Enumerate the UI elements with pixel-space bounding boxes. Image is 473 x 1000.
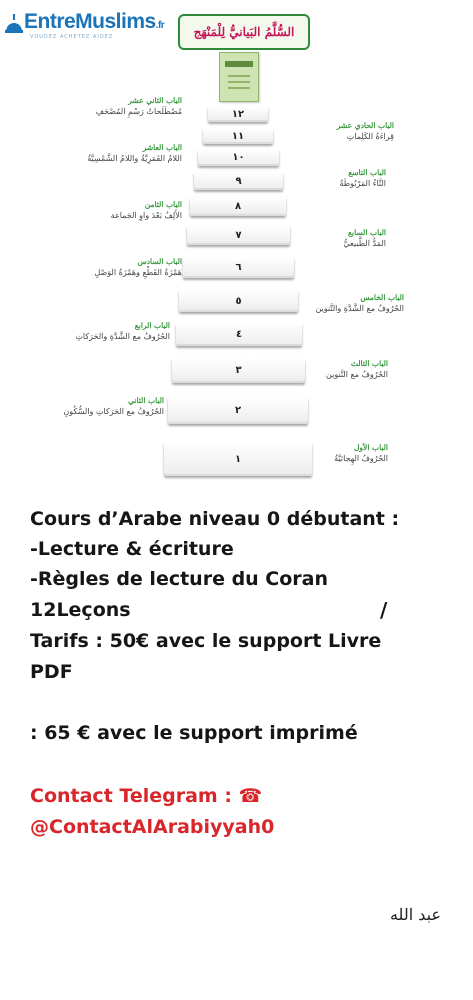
course-item-quran-rules: -Règles de lecture du Coran — [30, 568, 329, 590]
step-8: ٨ — [190, 197, 286, 216]
book-cover-icon — [219, 52, 259, 102]
chapter-12-label: الباب الثاني عشر مُصْطَلَحاتُ رَسْمِ المُصْحَفِ — [95, 96, 182, 116]
logo-suffix: .fr — [155, 20, 165, 31]
signature: عبد الله — [389, 905, 441, 924]
course-title: Cours d’Arabe niveau 0 débutant : — [30, 508, 400, 530]
step-7: ٧ — [187, 225, 290, 245]
course-lessons-count: 12Leçons — [30, 599, 131, 621]
step-2: ٢ — [168, 397, 308, 424]
step-12: ١٢ — [208, 106, 268, 122]
chapter-9-label: الباب التاسع التَّاءُ المَرْبُوطَةُ — [339, 168, 386, 188]
step-1: ١ — [164, 442, 312, 476]
price-printed: : 65 € avec le support imprimé — [30, 722, 358, 744]
step-5: ٥ — [179, 290, 298, 312]
chapter-10-label: الباب العاشر اللامُ القَمَرِيَّةُ واللامُ الشَّمْسِيَّةُ — [87, 143, 182, 163]
step-6: ٦ — [183, 257, 294, 278]
chapter-1-label: الباب الأول الحُرُوفُ الهِجائيَّةُ — [334, 443, 388, 463]
infographic-title: السُّلَّمُ البَيانيُّ لِلْمَنْهَج — [178, 14, 310, 50]
chapter-8-label: الباب الثامن الأَلِفُ بَعْدَ واوِ الجَماعة — [110, 200, 182, 220]
chapter-3-label: الباب الثالث الحُرُوفُ مع التَّنوين — [326, 359, 388, 379]
step-3: ٣ — [172, 358, 305, 383]
chapter-2-label: الباب الثاني الحُرُوفُ مع الحَرَكاتِ والسُّكُونِ — [63, 396, 164, 416]
price-pdf-cont: PDF — [30, 661, 73, 683]
entremuslims-logo — [2, 6, 165, 46]
course-item-reading: -Lecture & écriture — [30, 538, 234, 560]
logo-main-text: EntreMuslims — [24, 10, 156, 33]
chapter-5-label: الباب الخامس الحُرُوفُ مع الشَّدَّةِ والتَّنوين — [315, 293, 404, 313]
chapter-7-label: الباب السابع المَدُّ الطَّبيعيُّ — [343, 228, 386, 248]
step-9: ٩ — [194, 172, 283, 190]
chapter-6-label: الباب السادس هَمْزَةُ القَطْعِ وهَمْزَةُ الوَصْلِ — [94, 257, 182, 277]
chapter-11-label: الباب الحادي عشر قِراءَةُ الكَلِماتِ — [336, 121, 394, 141]
chapter-4-label: الباب الرابع الحُرُوفُ مع الشَّدَّةِ والحَرَكاتِ — [75, 321, 170, 341]
step-11: ١١ — [203, 128, 273, 144]
step-4: ٤ — [176, 323, 302, 346]
logo-mark-icon — [4, 12, 24, 34]
price-pdf: Tarifs : 50€ avec le support Livre — [30, 630, 382, 652]
logo-tagline: VOUDEZ ACHETEZ AIDEZ — [30, 34, 114, 40]
contact-telegram-label: Contact Telegram : ☎ — [30, 785, 263, 807]
step-10: ١٠ — [198, 149, 279, 166]
separator-slash: / — [380, 598, 388, 622]
contact-telegram-handle[interactable]: @ContactAlArabiyyah0 — [30, 816, 275, 838]
